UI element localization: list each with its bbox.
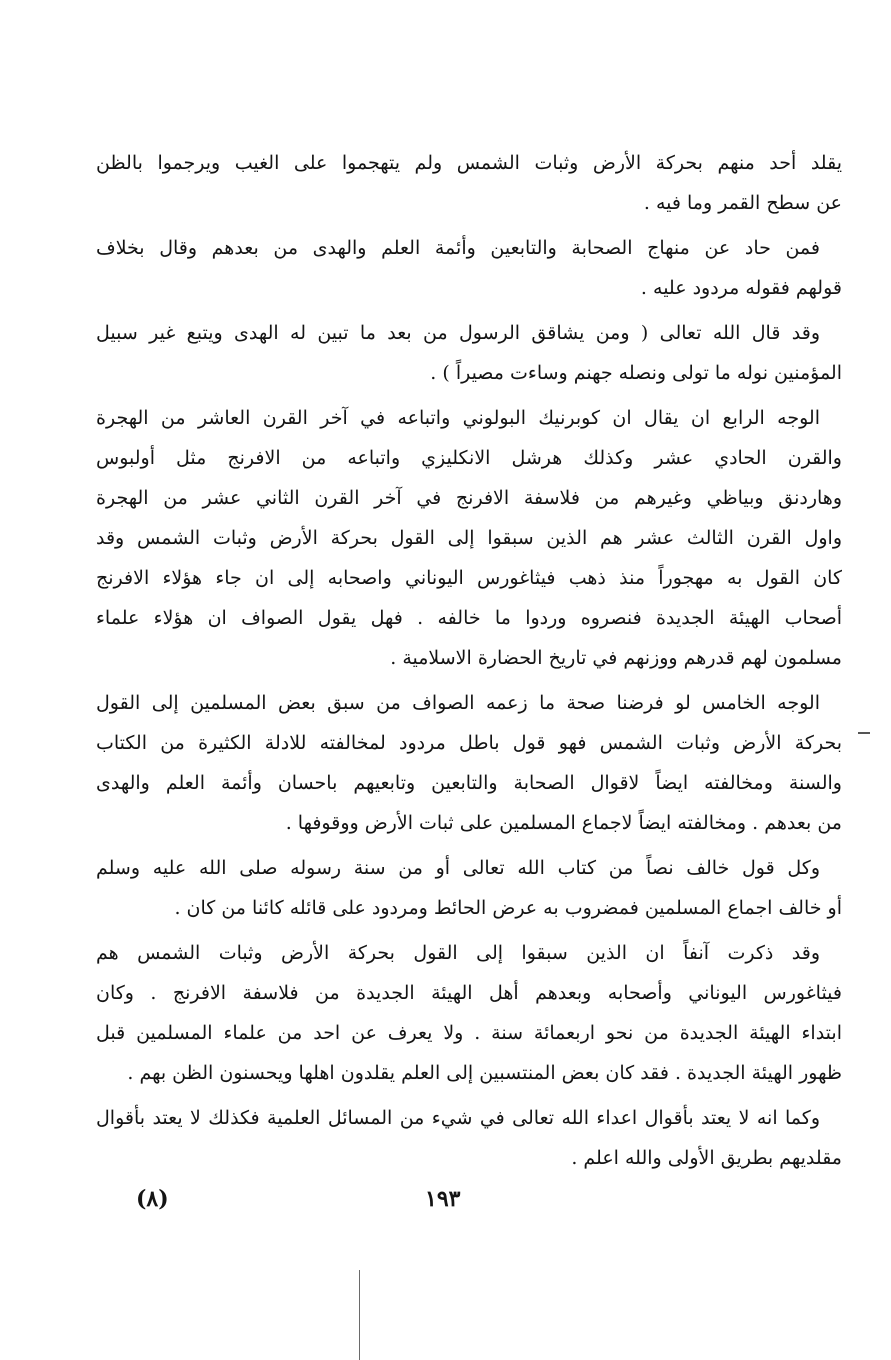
page-footer — [0, 1180, 891, 1220]
text-line: والقرن الحادي عشر وكذلك هرشل الانكليزي واتباعه من الافرنج مثل أولبوس — [96, 447, 842, 469]
text-line: ظهور الهيئة الجديدة . فقد كان بعض المنتسبين إلى العلم يقلدون اهلها ويحسنون الظن بهم . — [127, 1062, 842, 1084]
text-line: مقلديهم بطريق الأولى والله اعلم . — [571, 1147, 842, 1169]
text-line: فيثاغورس اليوناني وأصحابه وبعدهم أهل الهيئة الجديدة من فلاسفة الافرنج . وكان — [96, 982, 842, 1004]
paragraph — [96, 848, 842, 928]
text-line: وهاردنق وبياظي وغيرهم من فلاسفة الافرنج في آخر القرن الثاني عشر من الهجرة — [96, 487, 842, 509]
text-line: وكل قول خالف نصاً من كتاب الله تعالى أو من سنة رسوله صلى الله عليه وسلم — [96, 857, 820, 879]
text-line: وقد قال الله تعالى ( ومن يشاقق الرسول من بعد ما تبين له الهدى ويتبع غير سبيل — [96, 322, 820, 344]
text-line: المؤمنين نوله ما تولى ونصله جهنم وساءت مصيراً ) . — [430, 362, 842, 384]
text-line: يقلد أحد منهم بحركة الأرض وثبات الشمس ولم يتهجموا على الغيب ويرجموا بالظن — [96, 152, 842, 174]
text-line: كان القول به مهجوراً منذ ذهب فيثاغورس اليوناني واصحابه إلى ان جاء هؤلاء الافرنج — [96, 567, 842, 589]
text-line: عن سطح القمر وما فيه . — [643, 192, 842, 214]
text-line: أو خالف اجماع المسلمين فمضروب به عرض الحائط ومردود على قائله كائنا من كان . — [174, 897, 842, 919]
paragraph — [96, 683, 842, 843]
paragraph — [96, 228, 842, 308]
margin-mark — [858, 732, 870, 734]
paragraph — [96, 1098, 842, 1178]
text-line: فمن حاد عن منهاج الصحابة والتابعين وأئمة العلم والهدى من بعدهم وقال بخلاف — [96, 237, 820, 259]
page-number: ١٩٣ — [425, 1186, 461, 1212]
text-line: واول القرن الثالث عشر هم الذين سبقوا إلى القول بحركة الأرض وثبات الشمس وقد — [96, 527, 842, 549]
text-line: قولهم فقوله مردود عليه . — [640, 277, 842, 299]
text-line: من بعدهم . ومخالفته ايضاً لاجماع المسلمين على ثبات الأرض ووقوفها . — [285, 812, 842, 834]
text-line: بحركة الأرض وثبات الشمس فهو قول باطل مردود لمخالفته للادلة الكثيرة من الكتاب — [96, 732, 842, 754]
text-line: وقد ذكرت آنفاً ان الذين سبقوا إلى القول بحركة الأرض وثبات الشمس هم — [96, 942, 820, 964]
body-text — [96, 143, 842, 1178]
sheet-marker: (٨) — [136, 1186, 169, 1212]
text-line: وكما انه لا يعتد بأقوال اعداء الله تعالى في شيء من المسائل العلمية فكذلك لا يعتد بأقوال — [96, 1107, 820, 1129]
text-line: ابتداء الهيئة الجديدة من نحو اربعمائة سنة . ولا يعرف عن احد من علماء المسلمين قبل — [96, 1022, 842, 1044]
binding-fold-line — [359, 1270, 360, 1360]
paragraph — [96, 398, 842, 678]
paragraph — [96, 933, 842, 1093]
paragraph — [96, 143, 842, 223]
text-line: الوجه الرابع ان يقال ان كوبرنيك البولوني واتباعه في آخر القرن العاشر من الهجرة — [96, 407, 820, 429]
text-line: مسلمون لهم قدرهم ووزنهم في تاريخ الحضارة الاسلامية . — [390, 647, 842, 669]
text-line: الوجه الخامس لو فرضنا صحة ما زعمه الصواف من سبق بعض المسلمين إلى القول — [96, 692, 820, 714]
paragraph — [96, 313, 842, 393]
text-line: أصحاب الهيئة الجديدة فنصروه وردوا ما خالفه . فهل يقول الصواف ان هؤلاء علماء — [96, 607, 842, 629]
text-line: والسنة ومخالفته ايضاً لاقوال الصحابة والتابعين وتابعيهم باحسان وأئمة العلم والهدى — [96, 772, 842, 794]
